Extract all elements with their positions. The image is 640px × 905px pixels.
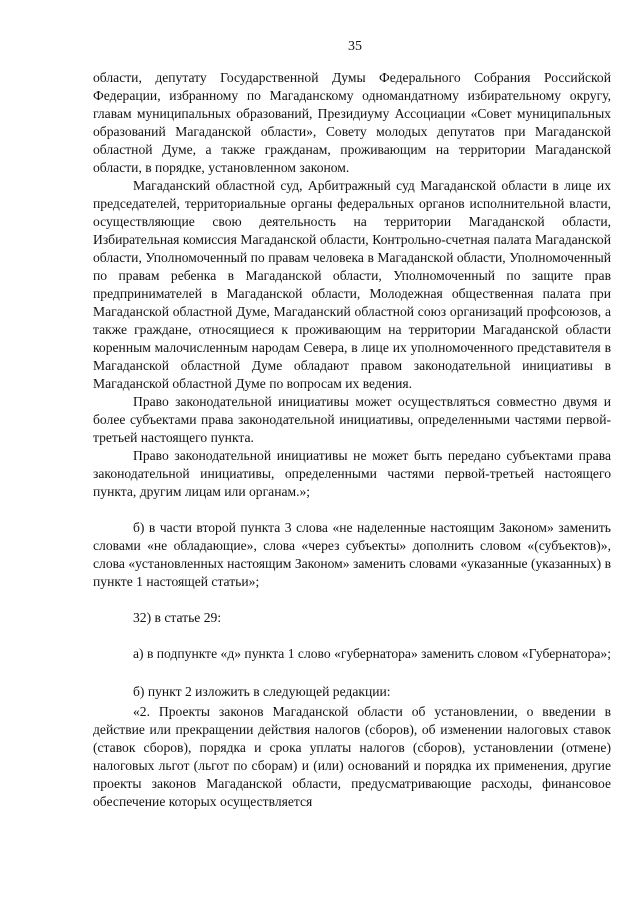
paragraph-article-29: 32) в статье 29: [133, 610, 222, 625]
paragraph-courts: Магаданский областной суд, Арбитражный суд Магаданской области в лице их председателей, территориальные органы федеральных органов исполнительной власти, осуществляющие свою деятельность на территории Магаданской области, Избирательная комиссия Магаданской области, Контрольно-счетная палата Магаданской области, Уполномоченный по правам человека в Магаданской области, Уполномоченный по правам ребенка в Магаданской области, Уполномоченный по защите прав предпринимателей в Магаданской области, Молодежная общественная палата при Магаданской областной Думе, Магаданский областной союз организаций профсоюзов, а также граждане, относящиеся к проживающим на территории Магаданской области коренным малочисленным народам Севера, в лице их уполномоченного представителя в Магаданской областной Думе обладают правом законодательной инициативы в Магаданской областной Думе по вопросам их ведения. [93, 178, 611, 391]
paragraph-subclause-b: б) пункт 2 изложить в следующей редакции: [133, 684, 391, 699]
paragraph-subclause-a: а) в подпункте «д» пункта 1 слово «губернатора» заменить словом «Губернатора»; [133, 646, 612, 661]
paragraph-clause-b-part-two: б) в части второй пункта 3 слова «не наделенные настоящим Законом» заменить словами «не обладающие», слова «через субъекты» дополнить словом «(субъектов)», слова «установленных настоящим Законом» заменить словами «указанные (указанных) в пункте 1 настоящей статьи»; [93, 520, 611, 589]
paragraph-new-edition: «2. Проекты законов Магаданской области об установлении, о введении в действие или прекращении действия налогов (сборов), об изменении налоговых ставок (ставок сборов), порядка и срока уплаты налогов (сборов), установлении (отмене) налоговых льгот (льгот по сборам) и (или) оснований и порядка их применения, другие проекты законов Магаданской области, предусматривающие расходы, финансовое обеспечение которых осуществляется [93, 704, 611, 809]
page-number: 35 [348, 39, 362, 54]
paragraph-no-transfer: Право законодательной инициативы не может быть передано субъектами права законодательной инициативы, определенными частями первой-третьей настоящего пункта, другим лицам или органам.»; [93, 448, 611, 499]
paragraph-joint-initiative: Право законодательной инициативы может осуществляться совместно двумя и более субъектами права законодательной инициативы, определенными частями первой-третьей настоящего пункта. [93, 394, 611, 445]
paragraph-continuation: области, депутату Государственной Думы Федерального Собрания Российской Федерации, избранному по Магаданскому одномандатному избирательному округу, главам муниципальных образований, Президиуму Ассоциации «Совет муниципальных образований Магаданской области», Совету молодых депутатов при Магаданской областной Думе, а также гражданам, проживающим на территории Магаданской области, в порядке, установленном законом. [93, 70, 611, 175]
